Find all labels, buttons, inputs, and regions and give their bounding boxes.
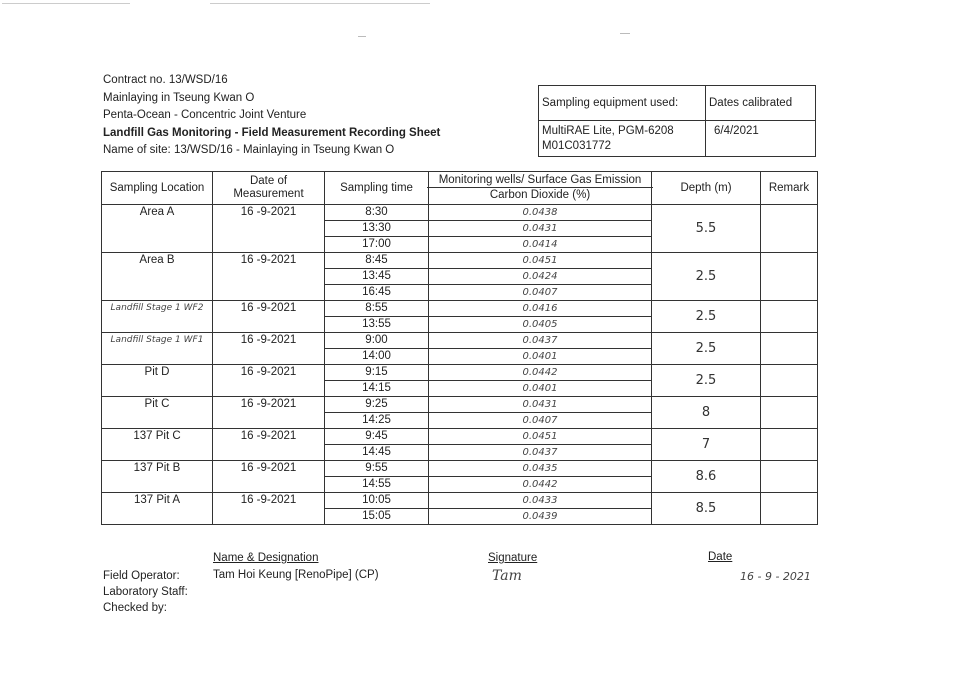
time-cell: 13:45	[325, 269, 429, 285]
time-cell: 10:05	[325, 493, 429, 509]
co2-value-cell: 0.0435	[429, 461, 652, 477]
co2-value-cell: 0.0451	[429, 253, 652, 269]
location-cell: Landfill Stage 1 WF2	[102, 301, 213, 333]
col-header-gas-title: Monitoring wells/ Surface Gas Emission	[438, 174, 642, 186]
contract-number: Contract no. 13/WSD/16	[103, 74, 228, 86]
time-cell: 14:55	[325, 477, 429, 493]
checked-by-label: Checked by:	[103, 602, 167, 614]
co2-value-cell: 0.0433	[429, 493, 652, 509]
co2-value-cell: 0.0442	[429, 477, 652, 493]
col-header-depth: Depth (m)	[652, 172, 761, 205]
location-cell: 137 Pit B	[102, 461, 213, 493]
scan-speck-2	[210, 3, 430, 4]
table-row	[102, 461, 818, 477]
co2-value-cell: 0.0407	[429, 285, 652, 301]
time-cell: 8:30	[325, 205, 429, 221]
time-cell: 9:00	[325, 333, 429, 349]
calibration-date: 6/4/2021	[706, 121, 816, 157]
remark-cell	[761, 493, 818, 525]
time-cell: 9:45	[325, 429, 429, 445]
time-cell: 9:15	[325, 365, 429, 381]
scan-speck-3	[358, 36, 366, 37]
table-row	[102, 493, 818, 509]
date-cell: 16 -9-2021	[213, 461, 325, 493]
col-header-location: Sampling Location	[102, 172, 213, 205]
col-header-remark: Remark	[761, 172, 818, 205]
equipment-value	[539, 121, 706, 157]
time-cell: 16:45	[325, 285, 429, 301]
depth-cell: 8.5	[652, 493, 761, 525]
time-cell: 14:45	[325, 445, 429, 461]
time-cell: 8:55	[325, 301, 429, 317]
equipment-table	[538, 85, 816, 157]
co2-value-cell: 0.0401	[429, 349, 652, 365]
table-row	[102, 205, 818, 221]
location-cell: Area A	[102, 205, 213, 253]
depth-cell: 7	[652, 429, 761, 461]
col-header-gas	[429, 172, 652, 205]
field-operator-label: Field Operator:	[103, 570, 180, 582]
depth-cell: 8.6	[652, 461, 761, 493]
contractor-name: Penta-Ocean - Concentric Joint Venture	[103, 109, 307, 121]
co2-value-cell: 0.0437	[429, 445, 652, 461]
col-header-time: Sampling time	[325, 172, 429, 205]
time-cell: 17:00	[325, 237, 429, 253]
table-row	[102, 429, 818, 445]
date-cell: 16 -9-2021	[213, 253, 325, 301]
date-cell: 16 -9-2021	[213, 301, 325, 333]
depth-cell: 2.5	[652, 301, 761, 333]
signature-heading: Signature	[488, 552, 538, 564]
measurement-table	[101, 171, 818, 525]
table-row	[102, 333, 818, 349]
dates-calibrated-label: Dates calibrated	[706, 86, 816, 121]
location-cell: 137 Pit C	[102, 429, 213, 461]
time-cell: 9:25	[325, 397, 429, 413]
field-operator-date: 16 - 9 - 2021	[740, 570, 811, 583]
location-cell: Pit C	[102, 397, 213, 429]
remark-cell	[761, 253, 818, 301]
co2-value-cell: 0.0424	[429, 269, 652, 285]
time-cell: 13:55	[325, 317, 429, 333]
location-cell: Landfill Stage 1 WF1	[102, 333, 213, 365]
remark-cell	[761, 333, 818, 365]
document-header	[103, 72, 440, 160]
remark-cell	[761, 429, 818, 461]
table-row	[102, 301, 818, 317]
co2-value-cell: 0.0407	[429, 413, 652, 429]
time-cell: 8:45	[325, 253, 429, 269]
equipment-model: MultiRAE Lite, PGM-6208	[542, 125, 674, 137]
date-cell: 16 -9-2021	[213, 397, 325, 429]
date-cell: 16 -9-2021	[213, 429, 325, 461]
remark-cell	[761, 205, 818, 253]
field-operator-name: Tam Hoi Keung [RenoPipe] (CP)	[213, 569, 379, 581]
date-cell: 16 -9-2021	[213, 365, 325, 397]
time-cell: 14:15	[325, 381, 429, 397]
sheet-title: Landfill Gas Monitoring - Field Measurement Recording Sheet	[103, 126, 441, 139]
scan-speck-4	[620, 33, 630, 34]
equipment-label: Sampling equipment used:	[539, 86, 706, 121]
col-header-co2: Carbon Dioxide (%)	[427, 187, 653, 202]
depth-cell: 2.5	[652, 333, 761, 365]
co2-value-cell: 0.0431	[429, 221, 652, 237]
site-name: Name of site: 13/WSD/16 - Mainlaying in Tseung Kwan O	[103, 144, 395, 156]
location-cell: Pit D	[102, 365, 213, 397]
name-designation-heading: Name & Designation	[213, 552, 319, 564]
co2-value-cell: 0.0439	[429, 509, 652, 525]
co2-value-cell: 0.0416	[429, 301, 652, 317]
date-cell: 16 -9-2021	[213, 333, 325, 365]
scan-speck-1	[2, 3, 130, 4]
time-cell: 15:05	[325, 509, 429, 525]
table-row	[102, 365, 818, 381]
table-row	[102, 253, 818, 269]
equipment-serial: M01C031772	[542, 140, 612, 152]
date-cell: 16 -9-2021	[213, 205, 325, 253]
depth-cell: 5.5	[652, 205, 761, 253]
remark-cell	[761, 301, 818, 333]
date-cell: 16 -9-2021	[213, 493, 325, 525]
co2-value-cell: 0.0438	[429, 205, 652, 221]
co2-value-cell: 0.0437	[429, 333, 652, 349]
co2-value-cell: 0.0442	[429, 365, 652, 381]
time-cell: 13:30	[325, 221, 429, 237]
depth-cell: 2.5	[652, 365, 761, 397]
remark-cell	[761, 365, 818, 397]
location-cell: Area B	[102, 253, 213, 301]
co2-value-cell: 0.0451	[429, 429, 652, 445]
field-operator-signature: Tam	[492, 568, 522, 584]
project-name: Mainlaying in Tseung Kwan O	[103, 91, 255, 104]
depth-cell: 2.5	[652, 253, 761, 301]
depth-cell: 8	[652, 397, 761, 429]
table-row	[102, 397, 818, 413]
time-cell: 9:55	[325, 461, 429, 477]
co2-value-cell: 0.0414	[429, 237, 652, 253]
time-cell: 14:00	[325, 349, 429, 365]
co2-value-cell: 0.0401	[429, 381, 652, 397]
time-cell: 14:25	[325, 413, 429, 429]
co2-value-cell: 0.0431	[429, 397, 652, 413]
col-header-date: Date of Measurement	[213, 172, 325, 205]
remark-cell	[761, 397, 818, 429]
date-heading: Date	[708, 551, 733, 563]
location-cell: 137 Pit A	[102, 493, 213, 525]
remark-cell	[761, 461, 818, 493]
laboratory-staff-label: Laboratory Staff:	[103, 586, 188, 598]
co2-value-cell: 0.0405	[429, 317, 652, 333]
